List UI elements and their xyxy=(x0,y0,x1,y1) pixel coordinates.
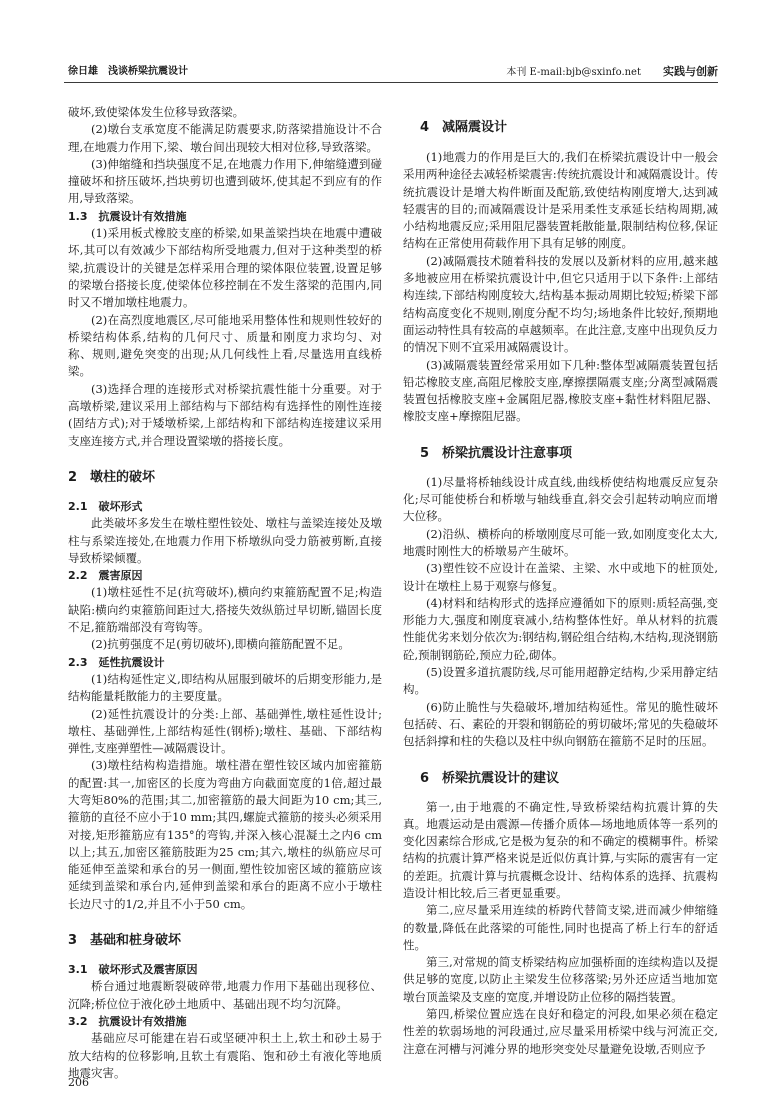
subsection-heading: 3.1 破坏形式及震害原因 xyxy=(68,963,198,977)
subsection-heading: 3.2 抗震设计有效措施 xyxy=(68,1014,187,1028)
paragraph: 第一,由于地震的不确定性,导致桥梁结构抗震计算的失真。地震运动是由震源—传播介质体—场地地质体等一系列的变化因素综合形成,它是极为复杂的和不确定的模糊事件。桥梁结构的抗震计算严格来说是近似仿真计算,与实际的震害有一定的差距。抗震计算与抗震概念设计、结构体系的选择、抗震构造设计相比较,后三者更显重要。 xyxy=(403,799,718,900)
left-column xyxy=(68,104,382,1082)
paragraph: (2)抗剪强度不足(剪切破坏),即横向箍筋配置不足。 xyxy=(91,637,350,652)
paragraph: 基础应尽可能建在岩石或坚硬冲积土上,软土和砂土易于放大结构的位移影响,且软土有震陷、饱和砂土有液化等地质地震灾害。 xyxy=(68,1031,382,1080)
paragraph: (1)墩柱延性不足(抗弯破坏),横向约束箍筋配置不足;构造缺陷:横向约束箍筋间距过大,搭接失效纵筋过早切断,锚固长度不足,箍筋端部没有弯钩等。 xyxy=(68,585,382,635)
section-heading: 2 墩柱的破坏 xyxy=(68,469,156,485)
paragraph: (6)防止脆性与失稳破坏,增加结构延性。常见的脆性破坏包括砖、石、素砼的开裂和钢筋砼的剪切破坏;常见的失稳破坏包括斜撑和柱的失稳以及柱中纵向钢筋在箍筋不足时的压屈。 xyxy=(403,699,718,749)
paragraph: (2)墩台支承宽度不能满足防震要求,防落梁措施设计不合理,在地震力作用下,梁、墩台间出现较大相对位移,导致落梁。 xyxy=(68,122,382,154)
paragraph: (2)减隔震技术随着科技的发展以及新材料的应用,越来越多地被应用在桥梁抗震设计中,但它只适用于以下条件:上部结构连续,下部结构刚度较大,结构基本振动周期比较短;桥梁下部结构高度变化不规则,刚度分配不均匀;场地条件比较好,预期地面运动特性具有较高的卓越频率。在此注意,支座中出现负反力的情况下则不宜采用减隔震设计。 xyxy=(403,253,718,355)
paragraph: 此类破坏多发生在墩柱塑性铰处、墩柱与盖梁连接处及墩柱与系梁连接处,在地震力作用下桥墩纵向受力筋被剪断,直接导致桥梁倾覆。 xyxy=(68,516,382,565)
right-column xyxy=(403,118,718,1058)
subsection-heading: 2.1 破坏形式 xyxy=(68,499,143,513)
paragraph: (3)伸缩缝和挡块强度不足,在地震力作用下,伸缩缝遭到碰撞破坏和挤压破坏,挡块剪切也遭到破坏,使其起不到应有的作用,导致落梁。 xyxy=(68,156,382,206)
paragraph: (3)墩柱结构构造措施。墩柱潜在塑性铰区域内加密箍筋的配置:其一,加密区的长度为弯曲方向截面宽度的1倍,超过最大弯矩80%的范围;其二,加密箍筋的最大间距为10 cm;其三,箍筋的直径不应小于10 mm;其四,螺旋式箍筋的接头必须采用对接,矩形箍筋应有135°的弯钩,并深入核心混凝土之内6 cm以上;其五,加密区箍筋肢距为25 cm;其六,墩柱的纵筋应尽可能延伸至盖梁和承台的另一侧面,塑性铰加密区域的箍筋应该延续到盖梁和承台内,延伸到盖梁和承台的距离不应小于墩柱长边尺寸的1/2,并且不小于50 cm。 xyxy=(68,758,382,911)
paragraph: 桥台通过地震断裂破碎带,地震力作用下基础出现移位、沉降;桥位位于液化砂土地质中、基础出现不均匀沉降。 xyxy=(68,979,382,1011)
running-head-author-title: 徐日雄 浅谈桥梁抗震设计 xyxy=(68,66,188,77)
paragraph: 破坏,致使梁体发生位移导致落梁。 xyxy=(68,105,245,119)
paragraph: (5)设置多道抗震防线,尽可能用超静定结构,少采用静定结构。 xyxy=(403,665,718,697)
paragraph: (3)选择合理的连接形式对桥梁抗震性能十分重要。对于高墩桥梁,建议采用上部结构与下部结构有选择性的刚性连接(固结方式);对于矮墩桥梁,上部结构和下部结构连接建议采用支座连接方式,并合理设置梁墩的搭接长度。 xyxy=(68,381,382,448)
paragraph: 第四,桥梁位置应选在良好和稳定的河段,如果必须在稳定性差的软弱场地的河段通过,应尽量采用桥梁中线与河流正交,注意在河槽与河滩分界的地形突变处尽量避免设墩,否则应予 xyxy=(403,1007,718,1056)
paragraph: (4)材料和结构形式的选择应遵循如下的原则:质轻高强,变形能力大,强度和刚度衰减小,结构整体性好。单从材料的抗震性能优劣来划分依次为:钢结构,钢砼组合结构,木结构,现浇钢筋砼,预制钢筋砼,预应力砼,砌体。 xyxy=(403,595,718,662)
paragraph: (2)延性抗震设计的分类:上部、基础弹性,墩柱延性设计;墩柱、基础弹性,上部结构延性(钢桥);墩柱、基础、下部结构弹性,支座弹塑性—减隔震设计。 xyxy=(68,706,382,756)
paragraph: 第二,应尽量采用连续的桥跨代替简支梁,进而减少伸缩缝的数量,降低在此落梁的可能性,同时也提高了桥上行车的舒适性。 xyxy=(403,903,718,952)
section-heading: 6 桥梁抗震设计的建议 xyxy=(420,770,560,786)
paragraph: (1)地震力的作用是巨大的,我们在桥梁抗震设计中一般会采用两种途径去减轻桥梁震害:传统抗震设计和减隔震设计。传统抗震设计是增大构件断面及配筋,致使结构刚度增大,达到减轻震害的目的;而减隔震设计是采用柔性支承延长结构周期,减小结构地震反应;采用阻尼器装置耗散能量,限制结构位移,保证结构在正常使用荷载作用下具有足够的刚度。 xyxy=(403,150,718,251)
section-heading: 3 基础和桩身破坏 xyxy=(68,933,182,949)
subsection-heading: 1.3 抗震设计有效措施 xyxy=(68,209,187,223)
running-head-column-name: 实践与创新 xyxy=(663,65,718,78)
running-head xyxy=(64,62,718,83)
paragraph: (1)尽量将桥轴线设计成直线,曲线桥使结构地震反应复杂化;尽可能使桥台和桥墩与轴线垂直,斜交会引起转动响应而增大位移。 xyxy=(403,474,718,524)
section-heading: 5 桥梁抗震设计注意事项 xyxy=(420,445,573,461)
running-head-right xyxy=(506,63,718,82)
paragraph: 第三,对常规的简支桥梁结构应加强桥面的连续构造以及提供足够的宽度,以防止主梁发生位移落梁;另外还应适当地加宽墩台顶盖梁及支座的宽度,并增设防止位移的隔挡装置。 xyxy=(403,955,718,1004)
paragraph: (2)在高烈度地震区,尽可能地采用整体性和规则性较好的桥梁结构体系,结构的几何尺寸、质量和刚度力求均匀、对称、规则,避免突变的出现;从几何线性上看,尽量选用直线桥梁。 xyxy=(68,312,382,379)
subsection-heading: 2.2 震害原因 xyxy=(68,569,143,583)
running-head-email: 本刊 E-mail:bjb@sxinfo.net xyxy=(506,67,641,78)
page-number: 206 xyxy=(68,1076,89,1089)
paragraph: (1)结构延性定义,即结构从屈服到破坏的后期变形能力,是结构能量耗散能力的主要度量。 xyxy=(68,671,382,704)
paragraph: (3)塑性铰不应设计在盖梁、主梁、水中或地下的桩顶处,设计在墩柱上易于观察与修复。 xyxy=(403,561,718,593)
section-heading: 4 减隔震设计 xyxy=(420,120,508,135)
subsection-heading: 2.3 延性抗震设计 xyxy=(68,655,165,669)
paragraph: (1)采用板式橡胶支座的桥梁,如果盖梁挡块在地震中遭破坏,其可以有效减少下部结构所受地震力,但对于这种类型的桥梁,抗震设计的关键是怎样采用合理的梁体限位装置,设置足够的梁墩台搭接长度,使梁体位移控制在不发生落梁的范围内,同时又不增加墩柱地震力。 xyxy=(68,226,382,310)
paragraph: (2)沿纵、横桥向的桥墩刚度尽可能一致,如刚度变化太大,地震时刚性大的桥墩易产生破坏。 xyxy=(403,526,718,558)
paragraph: (3)减隔震装置经常采用如下几种:整体型减隔震装置包括铅芯橡胶支座,高阻尼橡胶支座,摩擦摆隔震支座;分离型减隔震装置包括橡胶支座+金属阻尼器,橡胶支座+黏性材料阻尼器、橡胶支座+摩擦阻尼器。 xyxy=(403,357,718,424)
